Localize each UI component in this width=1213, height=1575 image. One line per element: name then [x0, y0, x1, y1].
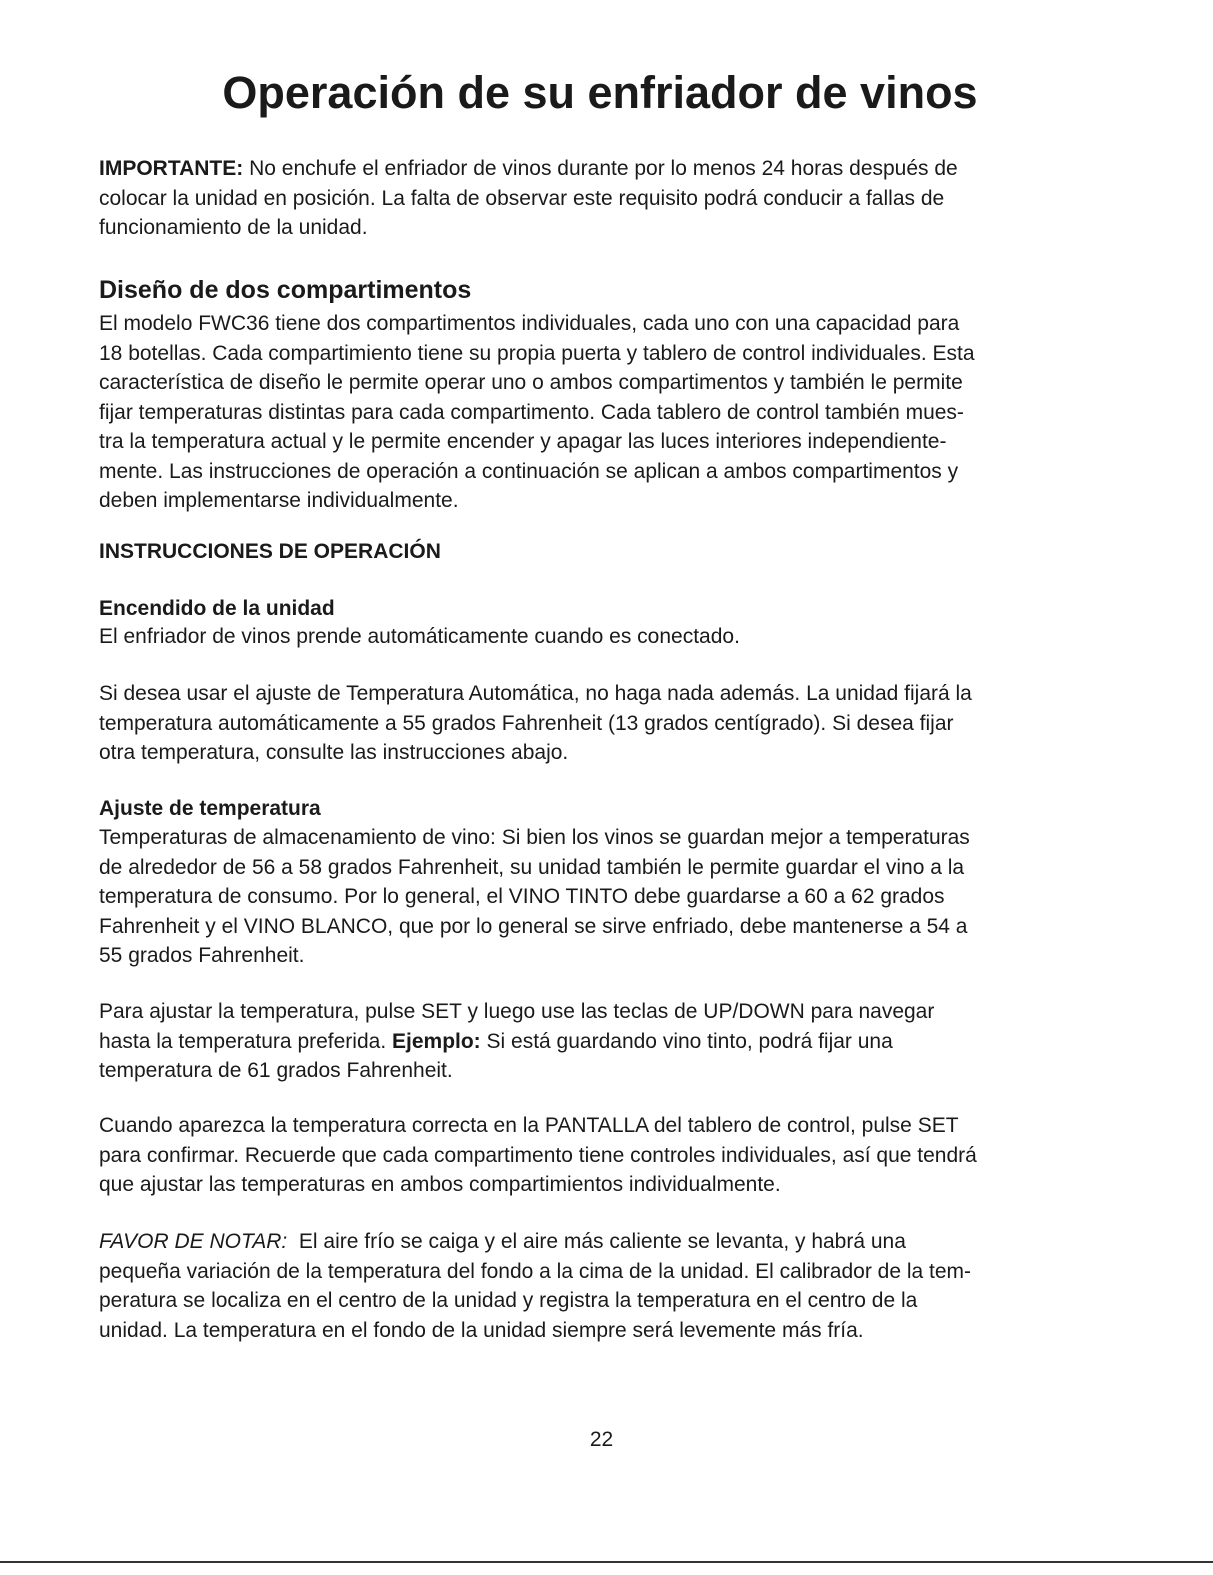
paragraph-line: Fahrenheit y el VINO BLANCO, que por lo general se sirve enfriado, debe mantenerse a 54 a: [99, 914, 968, 938]
page-number: 22: [589, 1428, 614, 1451]
confirm-paragraph: [99, 1111, 1109, 1200]
paragraph-line: otra temperatura, consulte las instrucciones abajo.: [99, 741, 569, 764]
storage-temperature-paragraph: [99, 823, 1109, 971]
paragraph-line: Temperaturas de almacenamiento de vino: Si bien los vinos se guardan mejor a temperaturas: [99, 826, 970, 849]
example-label: Ejemplo:: [392, 1029, 481, 1053]
paragraph-line: Para ajustar la temperatura, pulse SET y luego use las teclas de UP/DOWN para navegar: [99, 1000, 935, 1023]
temperature-heading: Ajuste de temperatura: [99, 797, 321, 820]
instructions-heading: INSTRUCCIONES DE OPERACIÓN: [99, 540, 441, 563]
paragraph-line: fijar temperaturas distintas para cada compartimento. Cada tablero de control también mues-: [99, 400, 964, 424]
important-notice: [99, 154, 1109, 243]
paragraph-line: de alrededor de 56 a 58 grados Fahrenheit, su unidad también le permite guardar el vino a la: [99, 855, 965, 879]
paragraph-line: 18 botellas. Cada compartimiento tiene su propia puerta y tablero de control individuales. Esta: [99, 341, 975, 365]
important-label: IMPORTANTE:: [99, 157, 244, 180]
bottom-border: [0, 1561, 1213, 1563]
paragraph-line: temperatura de consumo. Por lo general, el VINO TINTO debe guardarse a 60 a 62 grados: [99, 885, 945, 908]
paragraph-line: peratura se localiza en el centro de la unidad y registra la temperatura en el centro de la: [99, 1289, 918, 1312]
paragraph-line: 55 grados Fahrenheit.: [99, 944, 305, 967]
page-title: Operación de su enfriador de vinos: [222, 67, 978, 118]
paragraph-line: pequeña variación de la temperatura del fondo a la cima de la unidad. El calibrador de la tem-: [99, 1259, 972, 1283]
paragraph-line: deben implementarse individualmente.: [99, 489, 459, 512]
paragraph-line: mente. Las instrucciones de operación a continuación se aplican a ambos compartimentos y: [99, 459, 959, 483]
paragraph-line: característica de diseño le permite operar uno o ambos compartimentos y también le permite: [99, 371, 963, 394]
note-label: FAVOR DE NOTAR:: [99, 1230, 288, 1253]
important-text: colocar la unidad en posición. La falta de observar este requisito podrá conducir a fallas de: [99, 186, 945, 210]
paragraph-line: El enfriador de vinos prende automáticamente cuando es conectado.: [99, 625, 740, 648]
paragraph-line: temperatura automáticamente a 55 grados Fahrenheit (13 grados centígrado). Si desea fijar: [99, 711, 954, 735]
design-heading: Diseño de dos compartimentos: [99, 276, 472, 304]
paragraph-line: Si desea usar el ajuste de Temperatura Automática, no haga nada además. La unidad fijará la: [99, 682, 972, 705]
power-on-paragraph: [99, 622, 1109, 652]
paragraph-text: El aire frío se caiga y el aire más caliente se levanta, y habrá una: [287, 1230, 906, 1253]
paragraph-line: El modelo FWC36 tiene dos compartimentos individuales, cada uno con una capacidad para: [99, 312, 960, 335]
power-on-heading: Encendido de la unidad: [99, 597, 335, 620]
set-temperature-paragraph: [99, 997, 1109, 1086]
important-text: funcionamiento de la unidad.: [99, 216, 368, 239]
design-paragraph: [99, 309, 1109, 516]
paragraph-line: Cuando aparezca la temperatura correcta en la PANTALLA del tablero de control, pulse SET: [99, 1114, 959, 1137]
paragraph-text: Si está guardando vino tinto, podrá fijar una: [480, 1029, 893, 1053]
paragraph-line: unidad. La temperatura en el fondo de la unidad siempre será levemente más fría.: [99, 1318, 864, 1342]
paragraph-line: para confirmar. Recuerde que cada compartimento tiene controles individuales, así que tendrá: [99, 1143, 977, 1167]
auto-temperature-paragraph: [99, 679, 1109, 768]
note-paragraph: [99, 1227, 1109, 1345]
paragraph-text: hasta la temperatura preferida.: [99, 1029, 392, 1053]
paragraph-line: tra la temperatura actual y le permite encender y apagar las luces interiores independiente-: [99, 430, 947, 453]
important-text: No enchufe el enfriador de vinos durante por lo menos 24 horas después de: [243, 157, 958, 180]
paragraph-line: que ajustar las temperaturas en ambos compartimientos individualmente.: [99, 1173, 781, 1196]
paragraph-line: temperatura de 61 grados Fahrenheit.: [99, 1059, 453, 1082]
